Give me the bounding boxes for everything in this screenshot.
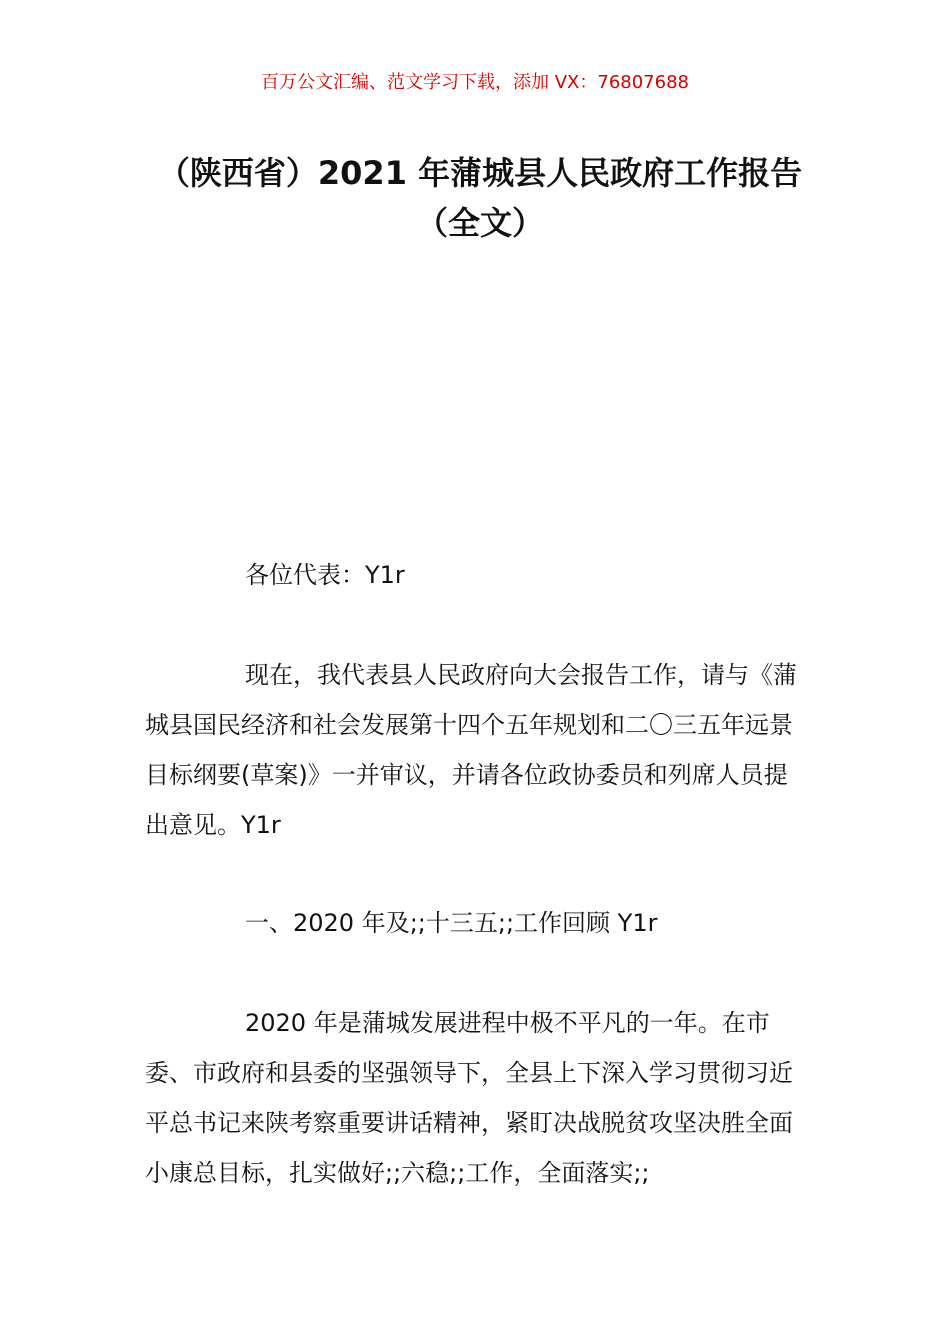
intro-paragraph: 现在，我代表县人民政府向大会报告工作，请与《蒲城县国民经济和社会发展第十四个五年规划和二〇三五年远景目标纲要(草案)》一并审议，并请各位政协委员和列席人员提出意见。Y1r: [145, 661, 797, 839]
salutation-paragraph: 各位代表：Y1r: [245, 561, 405, 589]
document-title: （陕西省）2021 年蒲城县人民政府工作报告（全文）: [157, 154, 803, 242]
section-heading: 一、2020 年及;;十三五;;工作回顾 Y1r: [245, 909, 658, 937]
header-note: 百万公文汇编、范文学习下载，添加 VX：76807688: [261, 72, 689, 93]
review-paragraph: 2020 年是蒲城发展进程中极不平凡的一年。在市委、市政府和县委的坚强领导下，全县上下深入学习贯彻习近平总书记来陕考察重要讲话精神，紧盯决战脱贫攻坚决胜全面小康总目标，扎实做好;;六稳;;工作，全面落实;;: [145, 1009, 793, 1187]
